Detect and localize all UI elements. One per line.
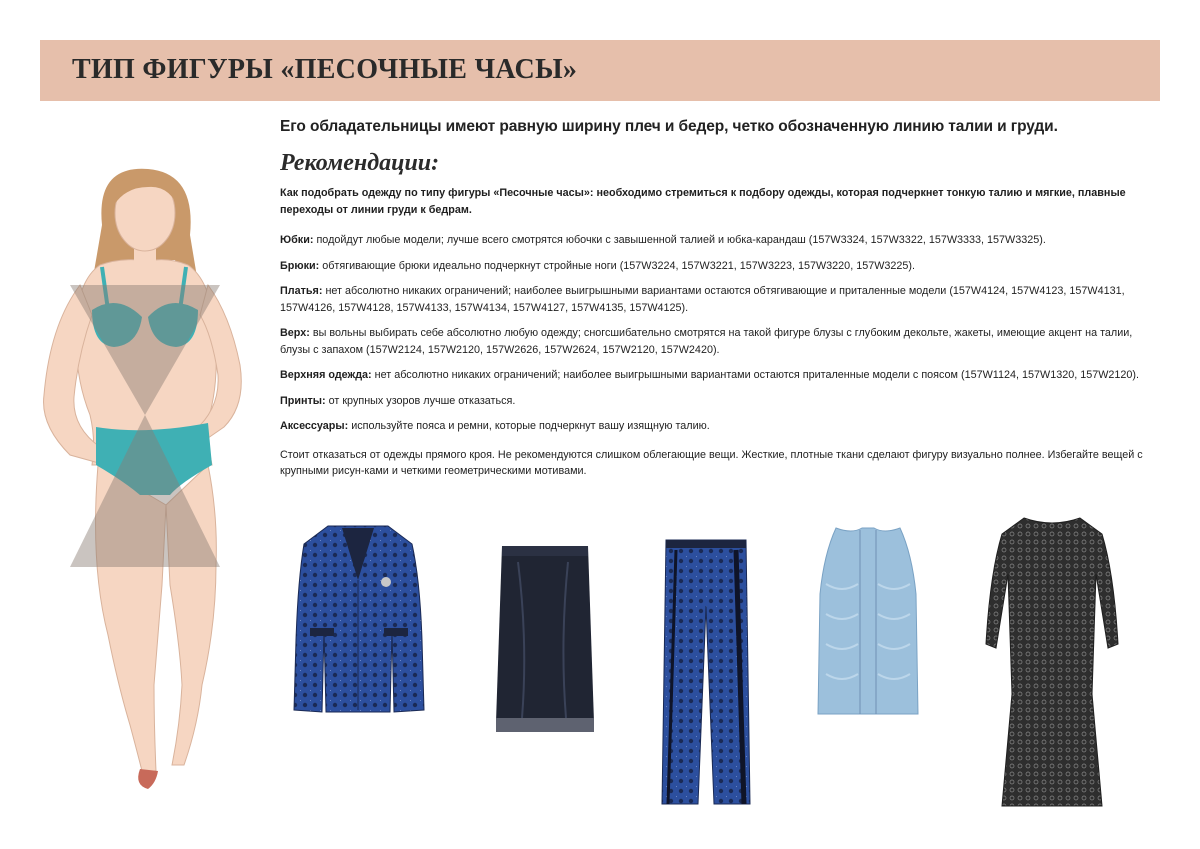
rec-text: нет абсолютно никаких ограничений; наиболее выигрышными вариантами остаются приталенные модели с поясом (157W1124, 157W1320, 157W2120). bbox=[371, 369, 1140, 381]
jacket-image bbox=[290, 520, 426, 721]
rec-label: Брюки: bbox=[280, 259, 320, 272]
rec-prints bbox=[280, 393, 1160, 410]
rec-label: Верх: bbox=[280, 327, 310, 339]
avoid-note: Стоит отказаться от одежды прямого кроя. Не рекомендуются слишком облегающие вещи. Жесткие, плотные ткани сделают фигуру визуально полнее. Избегайте вещей с крупными рисун-ками и четкими геометрическими мотивами. bbox=[280, 448, 1143, 477]
rec-accessories bbox=[280, 418, 1160, 435]
rec-label: Юбки: bbox=[280, 234, 314, 246]
rec-text: нет абсолютно никаких ограничений; наиболее выигрышными вариантами остаются обтягивающие и приталенные модели (157W4124, 157W4123, 157W4131, 157W4126, 157W4128, 157W4133, 157W4134, 157W4127, 157W4135, 157W4125). bbox=[280, 285, 1125, 314]
rec-trousers bbox=[280, 258, 1160, 275]
rec-label: Верхняя одежда: bbox=[280, 369, 372, 381]
page-title: ТИП ФИГУРЫ «ПЕСОЧНЫЕ ЧАСЫ» bbox=[72, 54, 578, 85]
rec-text: вы вольны выбирать себе абсолютно любую одежду; сногсшибательно смотрятся на такой фигуре блузы с глубоким декольте, жакеты, имеющие акцент на талии, блузы с запахом (157W2124, 157W2120, 157W2626, 157W2624, 157W2120, 157W2420). bbox=[280, 327, 1133, 356]
header-band bbox=[40, 40, 1160, 101]
intro-text: Его обладательницы имеют равную ширину плеч и бедер, четко обозначенную линию талии и груди. bbox=[280, 118, 1058, 135]
hourglass-figure-illustration bbox=[30, 165, 260, 795]
recommendations-title: Рекомендации: bbox=[280, 150, 440, 176]
rec-label: Платья: bbox=[280, 285, 323, 297]
rec-text: используйте пояса и ремни, которые подчеркнут вашу изящную талию. bbox=[348, 420, 710, 432]
rec-label: Аксессуары: bbox=[280, 420, 349, 432]
vest-image bbox=[812, 524, 924, 725]
skirt-image bbox=[488, 542, 602, 743]
trousers-image bbox=[656, 536, 756, 813]
rec-outerwear bbox=[280, 367, 1160, 384]
rec-text: подойдут любые модели; лучше всего смотрятся юбочки с завышенной талией и юбка-карандаш (157W3324, 157W3322, 157W3333, 157W3325). bbox=[313, 234, 1046, 246]
rec-tops bbox=[280, 325, 1160, 358]
rec-dresses bbox=[280, 283, 1160, 316]
rec-text: обтягивающие брюки идеально подчеркнут стройные ноги (157W3224, 157W3221, 157W3223, 157W3220, 157W3225). bbox=[319, 259, 916, 272]
content-area bbox=[280, 118, 1160, 489]
rec-text: от крупных узоров лучше отказаться. bbox=[325, 394, 516, 407]
recommendations-lead: Как подобрать одежду по типу фигуры «Песочные часы»: необходимо стремиться к подбору одежды, которая подчеркнет тонкую талию и мягкие, плавные переходы от линии груди к бедрам. bbox=[280, 187, 1126, 216]
dress-image bbox=[984, 514, 1120, 817]
rec-skirts bbox=[280, 232, 1160, 249]
rec-label: Принты: bbox=[280, 394, 326, 407]
